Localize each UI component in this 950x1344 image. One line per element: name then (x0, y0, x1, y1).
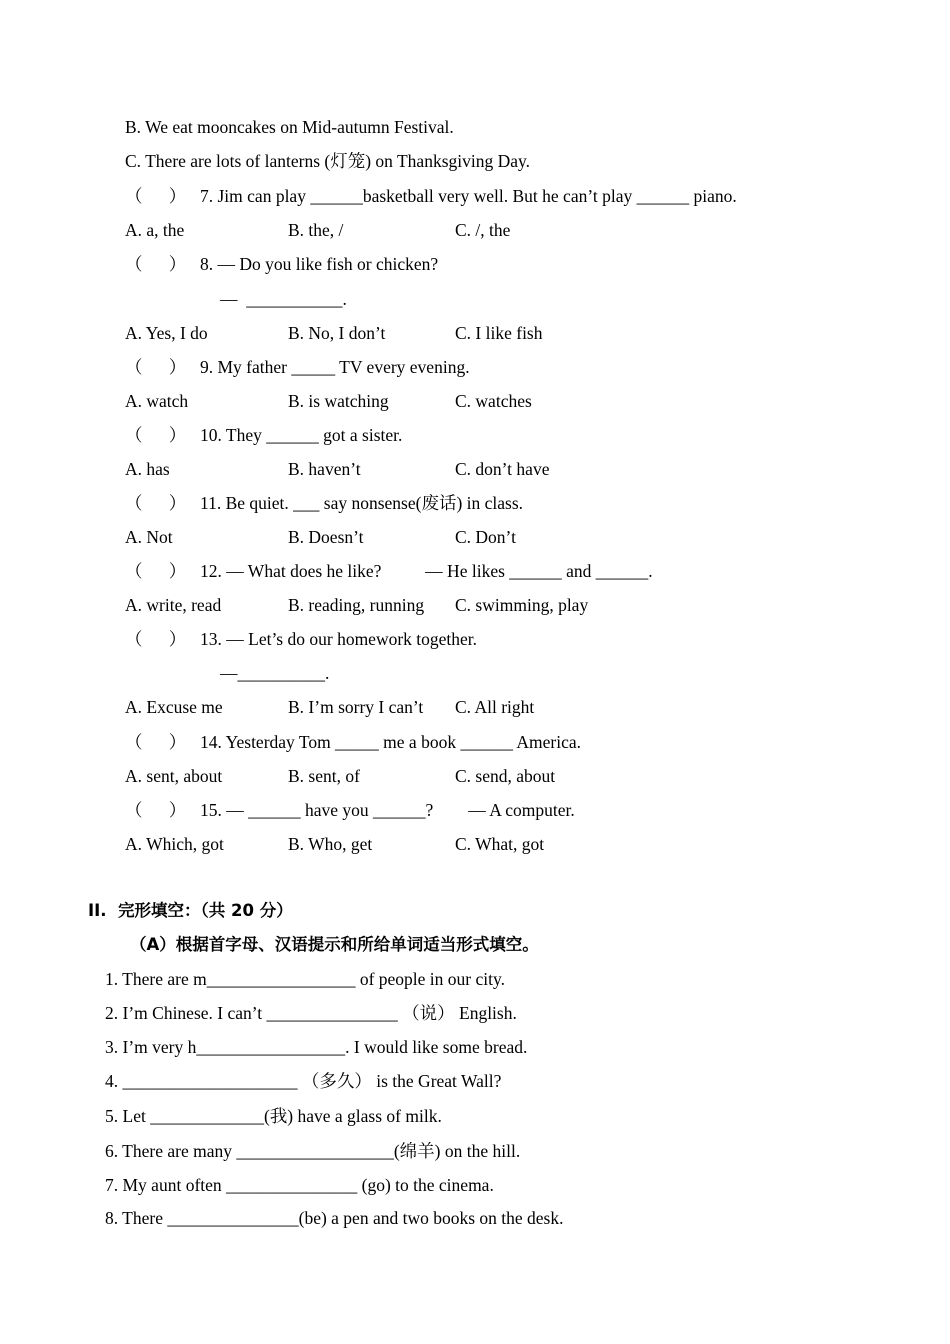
fill-item: 4. ____________________ （多久） is the Great Wall? (105, 1071, 502, 1091)
answer-paren: （ ） (125, 732, 187, 752)
answer-paren: （ ） (125, 425, 187, 445)
option-b: B. is watching (288, 391, 389, 411)
option-b: B. Doesn’t (288, 527, 364, 547)
option-c: C. Don’t (455, 527, 516, 547)
answer-paren: （ ） (125, 254, 187, 274)
answer-blank-line: —__________. (220, 663, 330, 683)
question-text: 9. My father _____ TV every evening. (200, 357, 470, 377)
option-a: A. write, read (125, 595, 222, 615)
fill-item: 5. Let _____________(我) have a glass of milk. (105, 1106, 442, 1126)
question-text: 8. — Do you like fish or chicken? (200, 254, 439, 274)
option-a: A. Excuse me (125, 697, 223, 717)
option-a: A. has (125, 459, 170, 479)
option-a: A. Not (125, 527, 173, 547)
question-text: 11. Be quiet. ___ say nonsense(废话) in class. (200, 493, 524, 513)
fill-item: 8. There _______________(be) a pen and two books on the desk. (105, 1208, 564, 1228)
question-text: 7. Jim can play ______basketball very well. But he can’t play ______ piano. (200, 186, 737, 206)
answer-paren: （ ） (125, 186, 187, 206)
answer-blank-line: — ___________. (220, 289, 347, 309)
option-c: C. send, about (455, 766, 556, 786)
fill-item: 3. I’m very h_________________. I would like some bread. (105, 1037, 528, 1057)
option-b: B. sent, of (288, 766, 360, 786)
option-a: A. watch (125, 391, 189, 411)
answer-paren: （ ） (125, 561, 187, 581)
option-b: B. I’m sorry I can’t (288, 697, 424, 717)
answer-paren: （ ） (125, 357, 187, 377)
option-c: C. swimming, play (455, 595, 589, 615)
fill-item: 1. There are m_________________ of people in our city. (105, 969, 505, 989)
fill-item: 6. There are many __________________(绵羊) on the hill. (105, 1141, 521, 1161)
option-a: A. Which, got (125, 834, 224, 854)
fill-item: 2. I’m Chinese. I can’t _______________ （说） English. (105, 1003, 517, 1023)
question-text: 13. — Let’s do our homework together. (200, 629, 478, 649)
option-a: A. sent, about (125, 766, 223, 786)
option-c: C. What, got (455, 834, 545, 854)
section-heading: II. 完形填空：（共 20 分） (88, 901, 293, 920)
option-c: C. /, the (455, 220, 511, 240)
option-c: C. don’t have (455, 459, 550, 479)
fill-item: 7. My aunt often _______________ (go) to the cinema. (105, 1175, 494, 1195)
option-a: A. a, the (125, 220, 185, 240)
option-c: C. All right (455, 697, 535, 717)
question-text: 10. They ______ got a sister. (200, 425, 403, 445)
question-text: 12. — What does he like? — He likes ______ and ______. (200, 561, 653, 581)
option-b: B. No, I don’t (288, 323, 386, 343)
section-subheading: （A）根据首字母、汉语提示和所给单词适当形式填空。 (130, 935, 539, 954)
question-text: 15. — ______ have you ______? — A computer. (200, 800, 575, 820)
option-b: B. Who, get (288, 834, 373, 854)
option-b-prev: B. We eat mooncakes on Mid-autumn Festival. (125, 117, 454, 137)
option-a: A. Yes, I do (125, 323, 208, 343)
option-b: B. reading, running (288, 595, 425, 615)
answer-paren: （ ） (125, 800, 187, 820)
option-c-prev: C. There are lots of lanterns (灯笼) on Thanksgiving Day. (125, 151, 531, 171)
question-text: 14. Yesterday Tom _____ me a book ______ America. (200, 732, 581, 752)
option-c: C. watches (455, 391, 532, 411)
option-b: B. haven’t (288, 459, 361, 479)
option-c: C. I like fish (455, 323, 543, 343)
option-b: B. the, / (288, 220, 344, 240)
answer-paren: （ ） (125, 629, 187, 649)
answer-paren: （ ） (125, 493, 187, 513)
